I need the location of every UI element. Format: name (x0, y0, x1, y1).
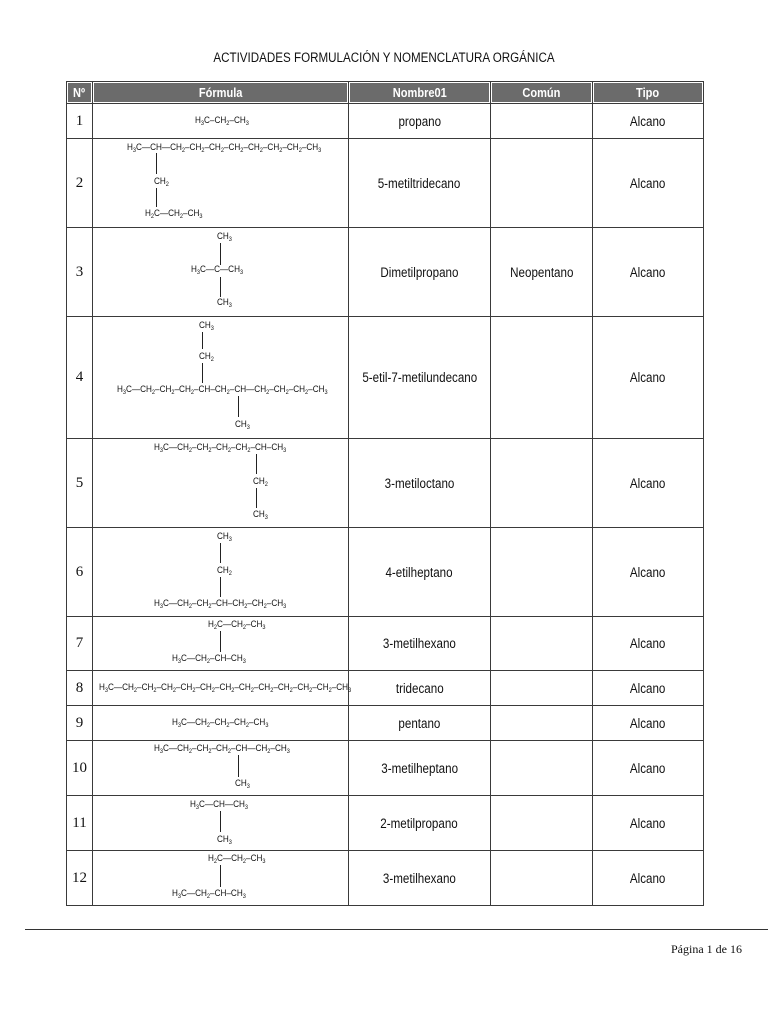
common-name (491, 706, 593, 741)
column-header-name: Nombre01 (349, 82, 491, 104)
compound-name: tridecano (349, 671, 491, 706)
common-name (491, 104, 593, 139)
common-name (491, 528, 593, 617)
compound-type: Alcano (593, 796, 704, 851)
column-header-number: Nº (67, 82, 93, 104)
structural-formula: $H_3C-CH_2-CH_3$ (93, 104, 349, 139)
compound-name: propano (349, 104, 491, 139)
common-name: Neopentano (491, 228, 593, 317)
table-row (67, 228, 704, 317)
row-number: 4 (67, 317, 93, 439)
row-number: 7 (67, 617, 93, 671)
compound-name: 3-metiloctano (349, 439, 491, 528)
row-number: 9 (67, 706, 93, 741)
compound-type: Alcano (593, 741, 704, 796)
structural-formula: $H_3C—CH_2-CH_2-CH_2-CH_2-CH_2-CH_2-CH_2-CH_2-CH_2-CH_2-CH_2-CH_3$ (93, 671, 349, 706)
compound-name: Dimetilpropano (349, 228, 491, 317)
compound-type: Alcano (593, 104, 704, 139)
row-number: 3 (67, 228, 93, 317)
structural-formula: $H_3C—CH_2-CH_2-CH_2-CH_3$ (93, 706, 349, 741)
structural-formula: $CH_3$ $H_3C—C—CH_3$ $CH_3$ (93, 228, 349, 317)
footer-divider (25, 929, 768, 930)
column-header-type: Tipo (593, 82, 704, 104)
structural-formula: $CH_3$ $CH_2$ $H_3C—CH_2-CH_2-CH-CH_2-CH_2-CH_3$ (93, 528, 349, 617)
compound-type: Alcano (593, 228, 704, 317)
compound-type: Alcano (593, 528, 704, 617)
column-header-formula: Fórmula (93, 82, 349, 104)
page-number: Página 1 de 16 (671, 942, 742, 956)
page-title: ACTIVIDADES FORMULACIÓN Y NOMENCLATURA ORGÁNICA (213, 50, 555, 65)
row-number: 10 (67, 741, 93, 796)
compound-name: 4-etilheptano (349, 528, 491, 617)
table-row (67, 617, 704, 671)
structural-formula: $CH_3$ $CH_2$ $H_3C—CH_2-CH_2-CH_2-CH-CH_2-CH—CH_2-CH_2-CH_2-CH_3$ $CH_3$ (93, 317, 349, 439)
table-row (67, 706, 704, 741)
common-name (491, 741, 593, 796)
row-number: 2 (67, 139, 93, 228)
common-name (491, 796, 593, 851)
table-row (67, 317, 704, 439)
structural-formula: $H_3C—CH_2-CH_2-CH_2-CH—CH_2-CH_3$ $CH_3$ (93, 741, 349, 796)
structural-formula: $H_3C—CH_2-CH_2-CH_2-CH_2-CH-CH_3$ $CH_2$ $CH_3$ (93, 439, 349, 528)
compound-name: 3-metilhexano (349, 851, 491, 906)
compound-type: Alcano (593, 706, 704, 741)
compound-type: Alcano (593, 851, 704, 906)
row-number: 11 (67, 796, 93, 851)
compound-name: 2-metilpropano (349, 796, 491, 851)
compound-type: Alcano (593, 317, 704, 439)
compound-type: Alcano (593, 139, 704, 228)
structural-formula: $H_3C—CH—CH_3$ $CH_3$ (93, 796, 349, 851)
compound-name: 5-etil-7-metilundecano (349, 317, 491, 439)
common-name (491, 139, 593, 228)
compound-table (66, 81, 704, 906)
table-header-row (67, 82, 704, 104)
common-name (491, 851, 593, 906)
common-name (491, 439, 593, 528)
table-row (67, 741, 704, 796)
common-name (491, 317, 593, 439)
column-header-common: Común (491, 82, 593, 104)
row-number: 6 (67, 528, 93, 617)
row-number: 1 (67, 104, 93, 139)
structural-formula: $H_2C—CH_2-CH_3$ $H_3C—CH_2-CH-CH_3$ (93, 851, 349, 906)
row-number: 12 (67, 851, 93, 906)
structural-formula: $H_3C—CH—CH_2-CH_2-CH_2-CH_2-CH_2-CH_2-CH_2-CH_3$ $CH_2$ $H_2C—CH_2-CH_3$ (93, 139, 349, 228)
compound-type: Alcano (593, 439, 704, 528)
compound-name: 3-metilhexano (349, 617, 491, 671)
table-row (67, 796, 704, 851)
table-row (67, 851, 704, 906)
structural-formula: $H_2C—CH_2-CH_3$ $H_3C—CH_2-CH-CH_3$ (93, 617, 349, 671)
row-number: 5 (67, 439, 93, 528)
table-row (67, 439, 704, 528)
compound-type: Alcano (593, 671, 704, 706)
table-row (67, 104, 704, 139)
table-row (67, 139, 704, 228)
compound-type: Alcano (593, 617, 704, 671)
table-row (67, 528, 704, 617)
common-name (491, 671, 593, 706)
compound-name: 5-metiltridecano (349, 139, 491, 228)
compound-name: 3-metilheptano (349, 741, 491, 796)
row-number: 8 (67, 671, 93, 706)
compound-name: pentano (349, 706, 491, 741)
common-name (491, 617, 593, 671)
table-row (67, 671, 704, 706)
